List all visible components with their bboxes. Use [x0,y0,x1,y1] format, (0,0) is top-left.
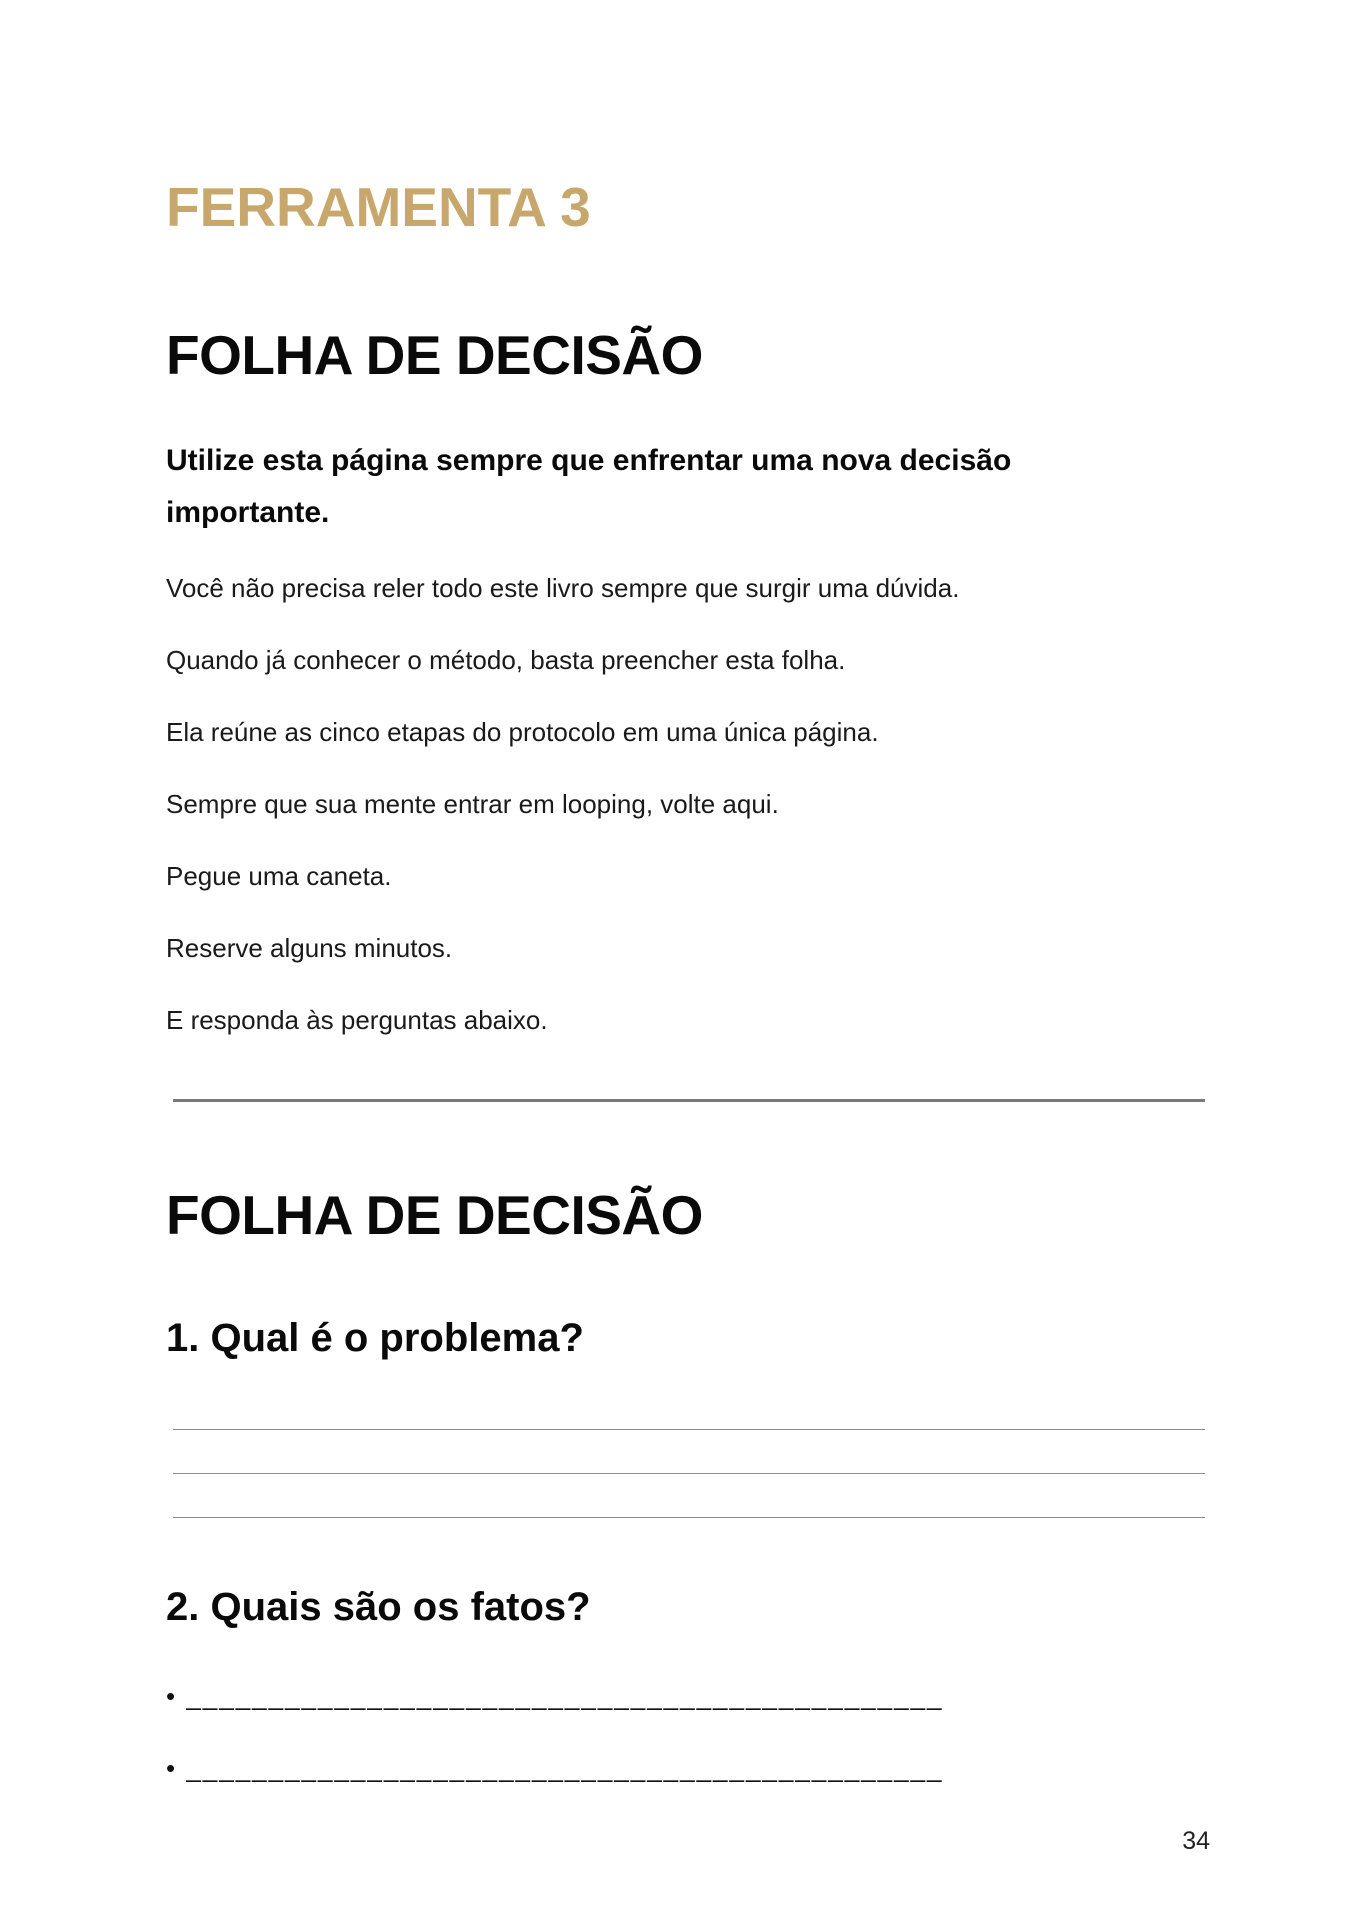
answer-line[interactable] [173,1429,1205,1430]
answer-line[interactable] [173,1517,1205,1518]
tool-label: FERRAMENTA 3 [166,176,591,238]
question-2-heading: 2. Quais são os fatos? [166,1585,591,1629]
section-divider [173,1099,1205,1102]
paragraph: Pegue uma caneta. [166,861,392,891]
page-title: FOLHA DE DECISÃO [166,324,703,386]
page-number: 34 [1182,1827,1210,1855]
fact-bullet-line[interactable]: • ______________________________________________ [166,1681,944,1711]
paragraph: Você não precisa reler todo este livro sempre que surgir uma dúvida. [166,573,960,603]
paragraph: Ela reúne as cinco etapas do protocolo em uma única página. [166,717,879,747]
lead-text: Utilize esta página sempre que enfrentar uma nova decisão importante. [166,444,1012,529]
worksheet-title: FOLHA DE DECISÃO [166,1184,703,1246]
paragraph: E responda às perguntas abaixo. [166,1005,548,1035]
question-1-heading: 1. Qual é o problema? [166,1316,584,1360]
paragraph: Reserve alguns minutos. [166,933,453,963]
answer-line[interactable] [173,1473,1205,1474]
paragraph: Quando já conhecer o método, basta preencher esta folha. [166,645,846,675]
fact-bullet-line[interactable]: • ______________________________________________ [166,1753,944,1783]
paragraph: Sempre que sua mente entrar em looping, volte aqui. [166,789,779,819]
